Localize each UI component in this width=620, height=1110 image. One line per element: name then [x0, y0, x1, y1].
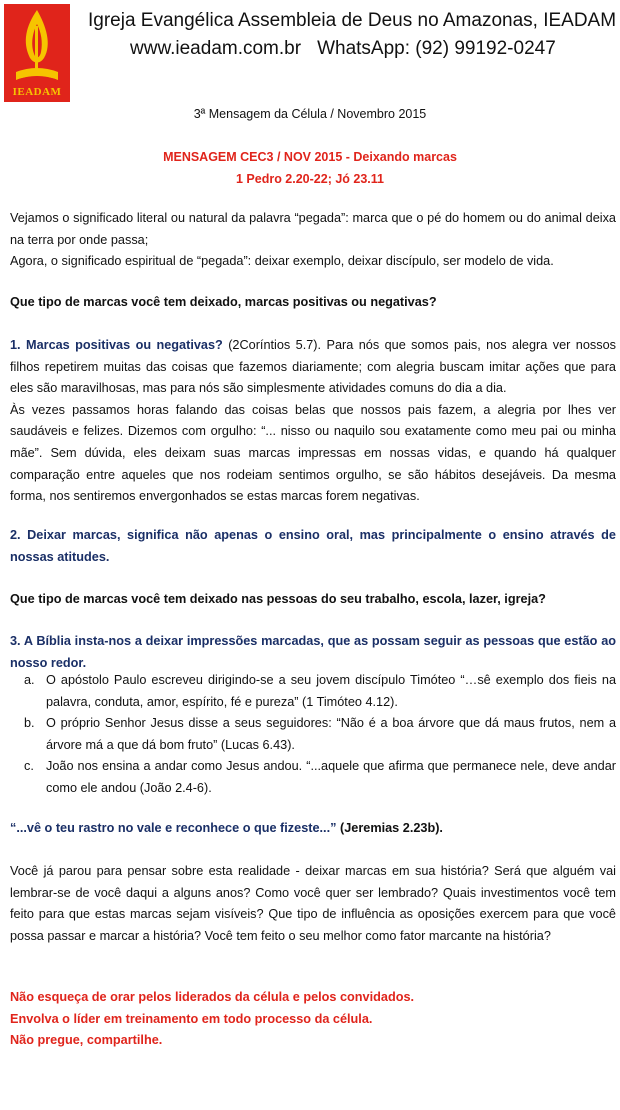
quote-text: “...vê o teu rastro no vale e reconhece o que fizeste...” — [10, 821, 337, 835]
flame-bible-icon — [4, 4, 70, 90]
quote-reference: (Jeremias 2.23b). — [336, 821, 443, 835]
point-1-heading: 1. Marcas positivas ou negativas? — [10, 338, 223, 352]
point-1 — [10, 335, 616, 508]
reminder-1: Não esqueça de orar pelos liderados da célula e pelos convidados. — [10, 990, 415, 1004]
reminder-2: Envolva o líder em treinamento em todo processo da célula. — [10, 1011, 373, 1026]
ieadam-logo — [4, 4, 70, 102]
list-item: a. O apóstolo Paulo escreveu dirigindo-se a seu jovem discípulo Timóteo “…sê exemplo dos fieis na palavra, conduta, amor, espírito, fé e pureza” (1 Timóteo 4.12). — [24, 673, 616, 709]
point-3-heading: 3. A Bíblia insta-nos a deixar impressões marcadas, que as possam seguir as pessoas que estão ao nosso redor. — [10, 634, 616, 670]
list-item: b. O próprio Senhor Jesus disse a seus seguidores: “Não é a boa árvore que dá maus frutos, nem a árvore má a que dá bom fruto” (Lucas 6.43). — [24, 716, 616, 752]
message-reference: 1 Pedro 2.20-22; Jó 23.11 — [235, 172, 384, 186]
point-1-text-2: Às vezes passamos horas falando das coisas belas que nossos pais fazem, a alegria por lhes ver saudáveis e felizes. Dizemos com orgulho: “... nisso ou naquilo sou exatamente como meu pai ou minha mãe”. Sem dúvida, eles deixam suas marcas impressas em nossas vidas, e quando há qualquer comparação entre aqueles que nos rodeiam sentimos orgulho, se são hábitos desejáveis. Da mesma forma, nos sentiremos envergonhados se estas marcas forem negativas. — [10, 402, 616, 504]
reminders — [10, 987, 616, 1052]
question-2: Que tipo de marcas você tem deixado nas pessoas do seu trabalho, escola, lazer, igreja? — [10, 592, 546, 606]
quote-line — [10, 818, 616, 840]
question-1: Que tipo de marcas você tem deixado, marcas positivas ou negativas? — [10, 295, 437, 309]
message-title: MENSAGEM CEC3 / NOV 2015 - Deixando marcas — [163, 150, 457, 164]
logo-text: IEADAM — [12, 86, 62, 98]
intro-literal: Vejamos o significado literal ou natural da palavra “pegada”: marca que o pé do homem ou do animal deixa na terra por onde passa; — [10, 211, 616, 247]
closing-paragraph: Você já parou para pensar sobre esta realidade - deixar marcas em sua história? Será que alguém vai lembrar-se de você daqui a alguns anos? Como você quer ser lembrado? Quais investimentos você tem feito para que estas marcas sejam visíveis? Que tipo de influência as oposições exercem para que você possa passar e marcar a história? Você tem feito o seu melhor como fator marcante na história? — [10, 864, 616, 943]
document-subtitle: 3ª Mensagem da Célula / Novembro 2015 — [193, 107, 427, 121]
contact-line — [130, 38, 556, 60]
intro-spiritual: Agora, o significado espiritual de “pegada”: deixar exemplo, deixar discípulo, ser modelo de vida. — [10, 254, 554, 269]
intro-paragraph — [10, 208, 616, 273]
list-item: c. João nos ensina a andar como Jesus andou. “...aquele que afirma que permanece nele, deve andar como ele andou (João 2.4-6). — [24, 759, 616, 795]
point-3-list — [10, 670, 616, 800]
reminder-3: Não pregue, compartilhe. — [10, 1033, 163, 1048]
point-1-ref: (2Coríntios 5.7). — [222, 338, 322, 352]
website-link[interactable]: www.ieadam.com.br — [130, 38, 302, 59]
organization-name: Igreja Evangélica Assembleia de Deus no Amazonas, IEADAM — [88, 10, 617, 31]
point-2: 2. Deixar marcas, significa não apenas o ensino oral, mas principalmente o ensino através de nossas atitudes. — [10, 528, 616, 564]
point-1-text: Para nós que somos pais, nos alegra ver nossos filhos repetirem muitas das coisas que fazemos diariamente; com alegria buscam imitar ações que para eles são maravilhosas, mas para nós são simplesmente atividades comuns do dia a dia. — [10, 338, 616, 396]
whatsapp-number: WhatsApp: (92) 99192-0247 — [317, 38, 556, 59]
